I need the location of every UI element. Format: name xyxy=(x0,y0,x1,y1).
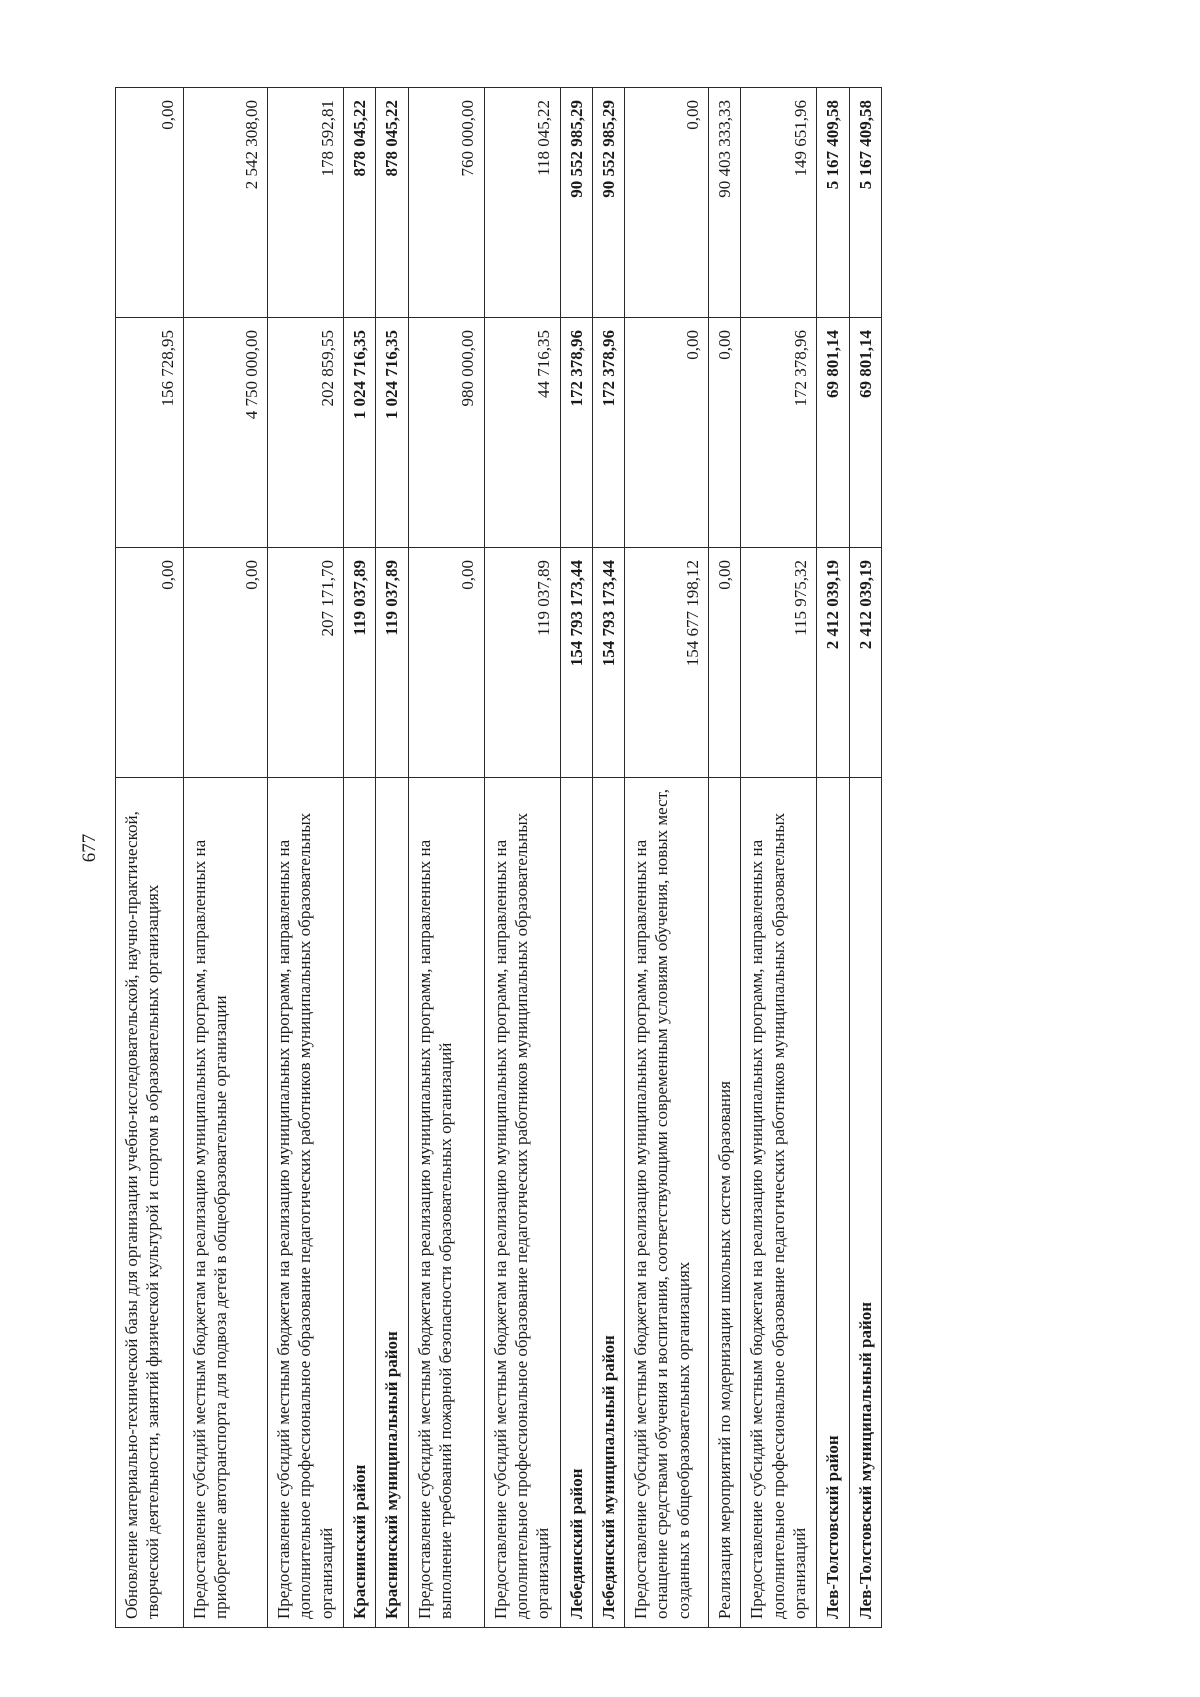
row-value-2: 0,00 xyxy=(709,318,741,548)
row-value-3: 878 045,22 xyxy=(344,88,376,318)
table-row-total xyxy=(560,88,592,1628)
row-value-1: 2 412 039,19 xyxy=(817,548,849,778)
row-value-3: 760 000,00 xyxy=(408,88,484,318)
table-row xyxy=(268,88,344,1628)
row-value-2: 172 378,96 xyxy=(560,318,592,548)
table-row-total xyxy=(376,88,408,1628)
table-row-total xyxy=(849,88,881,1628)
row-description: Предоставление субсидий местным бюджетам на реализацию муниципальных программ, направленных на выполнение требований пожарной безопасности образовательных организаций xyxy=(408,778,484,1628)
row-value-1: 154 677 198,12 xyxy=(625,548,709,778)
row-value-1: 0,00 xyxy=(116,548,184,778)
row-value-1: 119 037,89 xyxy=(376,548,408,778)
row-value-1: 0,00 xyxy=(408,548,484,778)
row-value-3: 5 167 409,58 xyxy=(849,88,881,318)
row-description: Предоставление субсидий местным бюджетам на реализацию муниципальных программ, направленных на дополнительное профессиональное образование педагогических работников муниципальных образовательных организаций xyxy=(741,778,817,1628)
row-value-2: 202 859,55 xyxy=(268,318,344,548)
row-value-1: 119 037,89 xyxy=(344,548,376,778)
table-row xyxy=(484,88,560,1628)
row-value-1: 119 037,89 xyxy=(484,548,560,778)
row-value-2: 172 378,96 xyxy=(741,318,817,548)
row-value-2: 4 750 000,00 xyxy=(184,318,268,548)
row-value-3: 2 542 308,00 xyxy=(184,88,268,318)
row-value-2: 172 378,96 xyxy=(592,318,624,548)
row-description: Краснинский муниципальный район xyxy=(376,778,408,1628)
row-value-2: 156 728,95 xyxy=(116,318,184,548)
page-number: 677 xyxy=(79,833,100,863)
row-description: Лебедянский район xyxy=(560,778,592,1628)
row-value-1: 2 412 039,19 xyxy=(849,548,881,778)
row-value-3: 149 651,96 xyxy=(741,88,817,318)
table-row xyxy=(625,88,709,1628)
row-value-2: 1 024 716,35 xyxy=(376,318,408,548)
row-description: Лев-Толстовский район xyxy=(817,778,849,1628)
row-description: Предоставление субсидий местным бюджетам на реализацию муниципальных программ, направленных на приобретение автотранспорта для подвоза детей в общеобразовательные организации xyxy=(184,778,268,1628)
row-value-1: 154 793 173,44 xyxy=(592,548,624,778)
row-description: Предоставление субсидий местным бюджетам на реализацию муниципальных программ, направленных на оснащение средствами обучения и воспитания, соответствующими современным условиям обучения, новых мест, созданных в общеобразовательных организациях xyxy=(625,778,709,1628)
row-description: Лев-Толстовский муниципальный район xyxy=(849,778,881,1628)
row-description: Краснинский район xyxy=(344,778,376,1628)
row-value-3: 118 045,22 xyxy=(484,88,560,318)
row-value-1: 207 171,70 xyxy=(268,548,344,778)
row-value-3: 0,00 xyxy=(116,88,184,318)
row-value-2: 44 716,35 xyxy=(484,318,560,548)
row-value-3: 90 552 985,29 xyxy=(592,88,624,318)
budget-table xyxy=(115,87,882,1628)
row-value-2: 0,00 xyxy=(625,318,709,548)
row-value-2: 1 024 716,35 xyxy=(344,318,376,548)
table-row xyxy=(741,88,817,1628)
row-description: Реализация мероприятий по модернизации школьных систем образования xyxy=(709,778,741,1628)
row-value-3: 90 403 333,33 xyxy=(709,88,741,318)
row-value-3: 178 592,81 xyxy=(268,88,344,318)
table-row xyxy=(116,88,184,1628)
row-value-1: 0,00 xyxy=(184,548,268,778)
table-row xyxy=(709,88,741,1628)
table-row-total xyxy=(817,88,849,1628)
budget-table-body xyxy=(116,88,882,1628)
row-value-2: 69 801,14 xyxy=(849,318,881,548)
row-value-1: 0,00 xyxy=(709,548,741,778)
table-row-total xyxy=(592,88,624,1628)
row-value-3: 90 552 985,29 xyxy=(560,88,592,318)
table-row-total xyxy=(344,88,376,1628)
row-value-3: 5 167 409,58 xyxy=(817,88,849,318)
rotated-table-wrapper xyxy=(115,88,1025,1628)
row-value-3: 0,00 xyxy=(625,88,709,318)
row-value-3: 878 045,22 xyxy=(376,88,408,318)
row-value-2: 980 000,00 xyxy=(408,318,484,548)
table-row xyxy=(184,88,268,1628)
row-description: Предоставление субсидий местным бюджетам на реализацию муниципальных программ, направленных на дополнительное профессиональное образование педагогических работников муниципальных образовательных организаций xyxy=(484,778,560,1628)
table-row xyxy=(408,88,484,1628)
row-value-1: 154 793 173,44 xyxy=(560,548,592,778)
row-value-2: 69 801,14 xyxy=(817,318,849,548)
row-value-1: 115 975,32 xyxy=(741,548,817,778)
row-description: Предоставление субсидий местным бюджетам на реализацию муниципальных программ, направленных на дополнительное профессиональное образование педагогических работников муниципальных образовательных организаций xyxy=(268,778,344,1628)
row-description: Лебедянский муниципальный район xyxy=(592,778,624,1628)
row-description: Обновление материально-технической базы для организации учебно-исследовательской, научно-практической, творческой деятельности, занятий физической культурой и спортом в образовательных организациях xyxy=(116,778,184,1628)
